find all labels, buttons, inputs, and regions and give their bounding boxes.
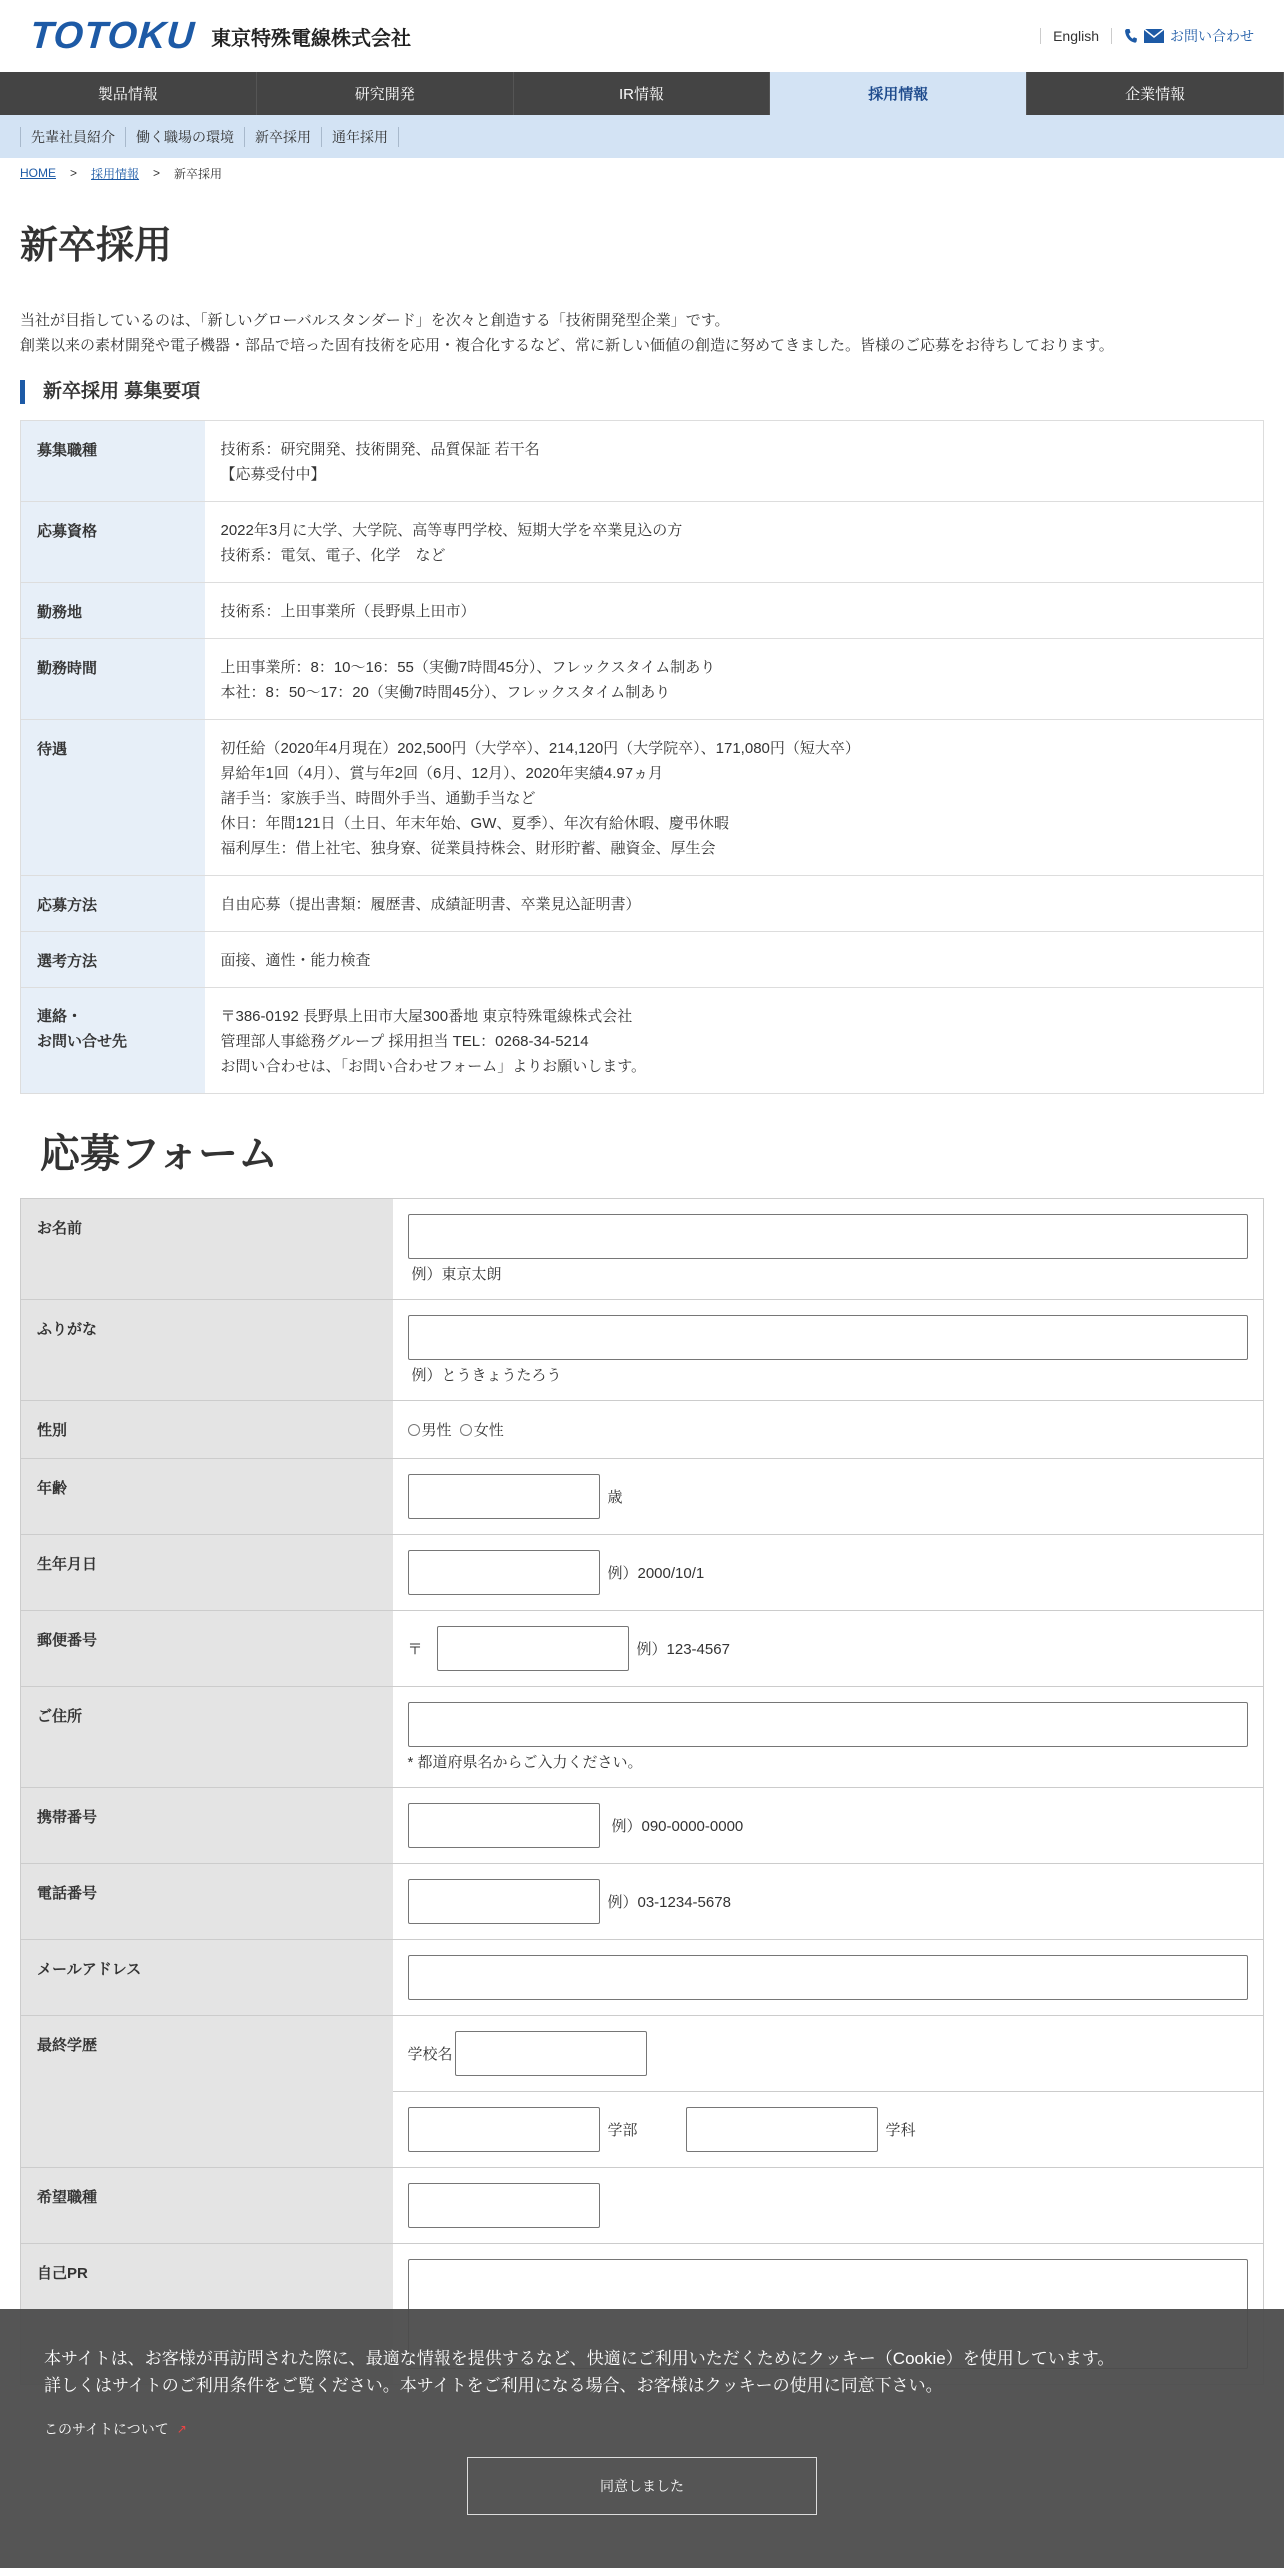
form-row-email: [21, 1940, 1264, 2016]
row-label: 募集職種: [21, 421, 205, 502]
subnav-environment[interactable]: 働く職場の環境: [125, 127, 244, 147]
value-line: 自由応募（提出書類：履歴書、成績証明書、卒業見込証明書）: [220, 896, 641, 913]
phone-input[interactable]: [408, 1879, 600, 1924]
field-note: 例）090-0000-0000: [611, 1818, 744, 1835]
field-label: 年齢: [21, 1459, 393, 1535]
zip-input[interactable]: [437, 1626, 629, 1671]
faculty-input[interactable]: [408, 2107, 600, 2152]
field-note: 例）2000/10/1: [607, 1565, 705, 1582]
form-row-zip: [21, 1611, 1264, 1687]
birthdate-input[interactable]: [408, 1550, 600, 1595]
contact-label: お問い合わせ: [1170, 28, 1254, 44]
table-row: [21, 932, 1264, 988]
radio-label: 女性: [473, 1422, 504, 1439]
row-label: 待遇: [21, 720, 205, 876]
intro-line: 当社が目指しているのは、「新しいグローバルスタンダード」を次々と創造する「技術開発型企業」です。: [20, 312, 730, 329]
cookie-line: 詳しくはサイトのご利用条件をご覧ください。本サイトをご利用になる場合、お客様はクッキーの使用に同意下さい。: [44, 2376, 943, 2395]
row-value: [205, 876, 1264, 932]
table-row: [21, 421, 1264, 502]
value-line: 2022年3月に大学、大学院、高等専門学校、短期大学を卒業見込の方: [220, 522, 683, 539]
subnav-senpai[interactable]: 先輩社員紹介: [20, 127, 125, 147]
about-site-label: このサイトについて: [44, 2421, 169, 2437]
gender-male-radio[interactable]: [408, 1419, 452, 1440]
form-row-age: [21, 1459, 1264, 1535]
field-label: ご住所: [21, 1687, 393, 1788]
gnav-ir[interactable]: IR情報: [514, 72, 771, 115]
field-note: 例）123-4567: [636, 1641, 730, 1658]
field-label: ふりがな: [21, 1300, 393, 1401]
radio-circle[interactable]: [460, 1424, 472, 1436]
field-label: 性別: [21, 1401, 393, 1459]
breadcrumb-sep: >: [153, 166, 161, 180]
gnav-recruit[interactable]: 採用情報: [770, 72, 1027, 115]
value-line: 〒386-0192 長野県上田市大屋300番地 東京特殊電線株式会社: [220, 1008, 633, 1025]
form-row-kana: [21, 1300, 1264, 1401]
gender-female-radio[interactable]: [460, 1419, 504, 1440]
row-value: [205, 502, 1264, 583]
field-label: 最終学歴: [21, 2016, 393, 2168]
value-line: 技術系：上田事業所（長野県上田市）: [220, 603, 476, 620]
subnav-year-round[interactable]: 通年採用: [321, 127, 399, 147]
intro-line: 創業以来の素材開発や電子機器・部品で培った固有技術を応用・複合化するなど、常に新しい価値の創造に努めてきました。皆様のご応募をお待ちしております。: [20, 337, 1114, 354]
global-nav: [0, 72, 1284, 115]
field-label: 希望職種: [21, 2168, 393, 2244]
sub-nav: [0, 115, 1284, 158]
english-link[interactable]: English: [1053, 28, 1099, 44]
requirements-heading: 新卒採用 募集要項: [20, 380, 1264, 404]
department-input[interactable]: [686, 2107, 878, 2152]
school-input[interactable]: [455, 2031, 647, 2076]
page-title: 新卒採用: [20, 225, 173, 267]
field-label: 電話番号: [21, 1864, 393, 1940]
form-title: 応募フォーム: [40, 1132, 278, 1176]
label-line: お問い合せ先: [37, 1033, 128, 1050]
gnav-rnd[interactable]: 研究開発: [257, 72, 514, 115]
form-row-address: [21, 1687, 1264, 1788]
divider: [1040, 28, 1041, 44]
kana-input[interactable]: [408, 1315, 1249, 1360]
value-line: 面接、適性・能力検査: [220, 952, 371, 969]
row-value: [205, 421, 1264, 502]
field-label: 生年月日: [21, 1535, 393, 1611]
divider: [1111, 28, 1112, 44]
age-unit: 歳: [607, 1489, 623, 1506]
table-row: [21, 720, 1264, 876]
table-row: [21, 876, 1264, 932]
form-row-gender: [21, 1401, 1264, 1459]
desired-job-input[interactable]: [408, 2183, 600, 2228]
email-input[interactable]: [408, 1955, 1249, 2000]
application-form: [20, 1198, 1264, 2385]
row-label: 勤務時間: [21, 639, 205, 720]
breadcrumb: [0, 158, 1284, 188]
form-row-name: [21, 1199, 1264, 1300]
contact-link[interactable]: [1124, 26, 1254, 46]
value-line: 技術系：研究開発、技術開発、品質保証 若干名: [220, 441, 540, 458]
field-label: メールアドレス: [21, 1940, 393, 2016]
cookie-banner: [0, 2309, 1284, 2568]
value-line: 技術系：電気、電子、化学 など: [220, 547, 446, 564]
cookie-line: 本サイトは、お客様が再訪問された際に、最適な情報を提供するなど、快適にご利用いただくためにクッキー（Cookie）を使用しています。: [44, 2349, 1115, 2368]
row-label: [21, 988, 205, 1094]
value-line: 福利厚生：借上社宅、独身寮、従業員持株会、財形貯蓄、融資金、厚生会: [220, 840, 716, 857]
value-line: 初任給（2020年4月現在）202,500円（大学卒）、214,120円（大学院卒）、171,080円（短大卒）: [220, 740, 860, 757]
form-row-phone: [21, 1864, 1264, 1940]
value-line: お問い合わせは、「お問い合わせフォーム」よりお願いします。: [220, 1058, 647, 1075]
field-label: 郵便番号: [21, 1611, 393, 1687]
field-note: 例）とうきょうたろう: [411, 1367, 562, 1384]
age-input[interactable]: [408, 1474, 600, 1519]
form-row-mobile: [21, 1788, 1264, 1864]
value-line: 本社：8：50～17：20（実働7時間45分）、フレックスタイム制あり: [220, 684, 671, 701]
field-label: 自己PR: [21, 2244, 393, 2385]
school-label: 学校名: [407, 2046, 453, 2063]
field-note: 例）東京太朗: [411, 1266, 502, 1283]
phone-icon: [1124, 28, 1138, 44]
row-label: 応募方法: [21, 876, 205, 932]
intro-text: [0, 308, 1284, 358]
mail-icon: [1144, 29, 1164, 43]
about-site-link[interactable]: [44, 2419, 1240, 2439]
row-label: 勤務地: [21, 583, 205, 639]
breadcrumb-current: 新卒採用: [174, 166, 223, 181]
requirements-table: [20, 420, 1264, 1094]
value-line: 昇給年1回（4月）、賞与年2回（6月、12月）、2020年実績4.97ヵ月: [220, 765, 664, 782]
department-unit: 学科: [885, 2122, 916, 2139]
field-label: お名前: [21, 1199, 393, 1300]
row-value: [205, 583, 1264, 639]
header-links: [1028, 26, 1254, 46]
table-row: [21, 639, 1264, 720]
field-note: * 都道府県名からご入力ください。: [407, 1754, 643, 1771]
mobile-input[interactable]: [408, 1803, 600, 1848]
breadcrumb-home[interactable]: HOME: [20, 166, 56, 180]
field-note: 例）03-1234-5678: [607, 1894, 731, 1911]
address-input[interactable]: [408, 1702, 1249, 1747]
table-row: [21, 502, 1264, 583]
value-line: 【応募受付中】: [220, 466, 326, 483]
zip-prefix: 〒: [407, 1641, 423, 1658]
row-value: [205, 988, 1264, 1094]
logo[interactable]: [30, 15, 411, 58]
row-label: 応募資格: [21, 502, 205, 583]
row-label: 選考方法: [21, 932, 205, 988]
row-value: [205, 720, 1264, 876]
gnav-products[interactable]: 製品情報: [0, 72, 257, 115]
form-row-education: [21, 2016, 1264, 2092]
external-link-icon: ↗: [176, 2422, 187, 2436]
value-line: 諸手当：家族手当、時間外手当、通勤手当など: [220, 790, 536, 807]
table-row: [21, 583, 1264, 639]
site-header: [0, 0, 1284, 72]
row-value: [205, 639, 1264, 720]
breadcrumb-parent[interactable]: 採用情報: [91, 166, 140, 181]
form-row-job: [21, 2168, 1264, 2244]
value-line: 管理部人事総務グループ 採用担当 TEL：0268-34-5214: [220, 1033, 589, 1050]
logo-mark: TOTOKU: [28, 14, 197, 57]
company-name: 東京特殊電線株式会社: [211, 27, 412, 50]
cookie-text: [44, 2345, 1240, 2399]
cookie-agree-button[interactable]: 同意しました: [467, 2457, 817, 2515]
gnav-company[interactable]: 企業情報: [1027, 72, 1284, 115]
value-line: 休日：年間121日（土日、年末年始、GW、夏季）、年次有給休暇、慶弔休暇: [220, 815, 729, 832]
form-row-birth: [21, 1535, 1264, 1611]
radio-label: 男性: [421, 1422, 452, 1439]
radio-circle[interactable]: [408, 1424, 420, 1436]
faculty-unit: 学部: [607, 2122, 638, 2139]
row-value: [205, 932, 1264, 988]
label-line: 連絡・: [37, 1008, 83, 1025]
name-input[interactable]: [408, 1214, 1249, 1259]
subnav-new-grad[interactable]: 新卒採用: [244, 127, 321, 147]
table-row: [21, 988, 1264, 1094]
breadcrumb-sep: >: [70, 166, 78, 180]
value-line: 上田事業所：8：10～16：55（実働7時間45分）、フレックスタイム制あり: [220, 659, 716, 676]
field-label: 携帯番号: [21, 1788, 393, 1864]
